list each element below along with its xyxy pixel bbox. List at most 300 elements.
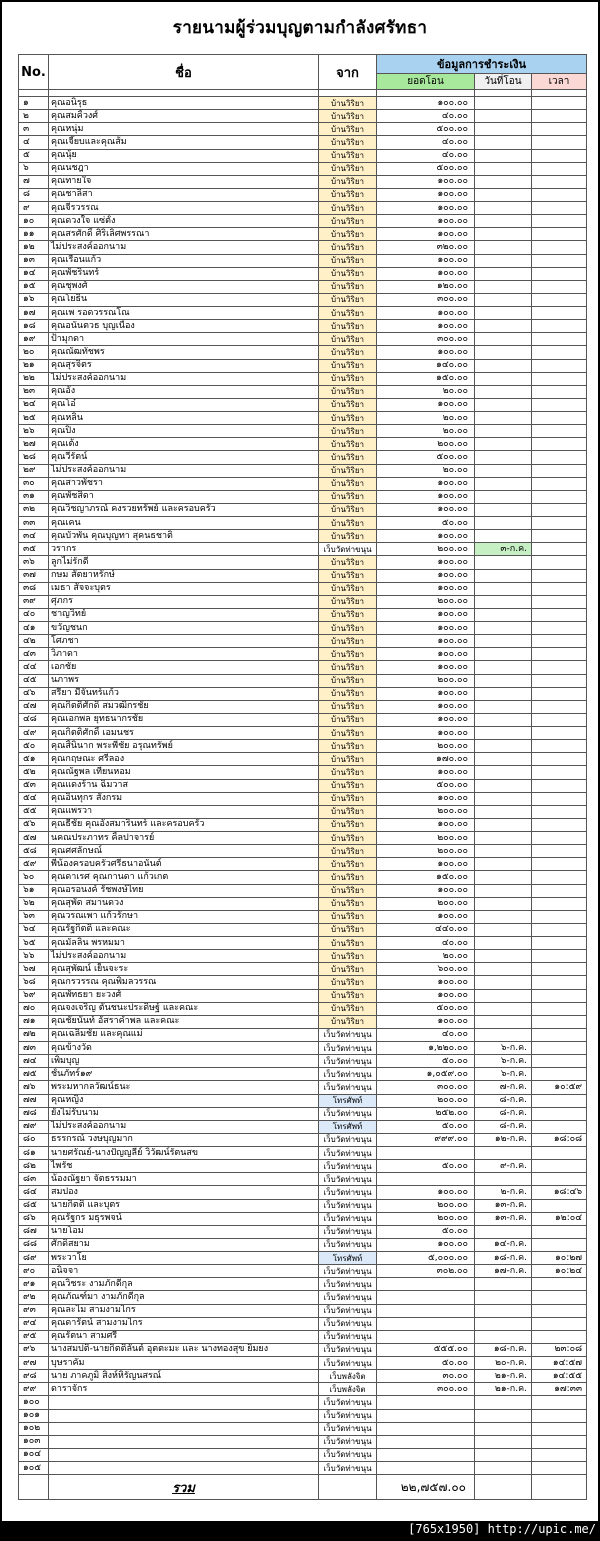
row-date [475,425,532,438]
row-from: เว็บวัดท่าขนุน [319,1422,377,1435]
row-number: ๙๔ [19,1317,49,1330]
row-from: บ้านวิริยา [319,923,377,936]
row-time: ๑๗:๓๓ [532,1383,587,1396]
row-name: สมปอง [49,1186,319,1199]
table-row [19,923,587,936]
row-number: ๘๙ [19,1252,49,1265]
table-row [19,766,587,779]
table-row [19,215,587,228]
table-row [19,897,587,910]
table-row [19,267,587,280]
row-date [475,1173,532,1186]
row-date: ๘-ก.ค. [475,1107,532,1120]
row-from: บ้านวิริยา [319,1002,377,1015]
row-time [532,1015,587,1028]
row-name: เอกชัย [49,661,319,674]
row-number: ๗๖ [19,1081,49,1094]
row-name: คุณเรือนแก้ว [49,254,319,267]
row-amount: ๕๐๐.๐๐ [377,779,475,792]
row-name: คุณณัฒทัชพร [49,346,319,359]
row-amount: ๔๐.๐๐ [377,937,475,950]
table-row [19,608,587,621]
row-amount: ๑๐๐.๐๐ [377,792,475,805]
row-date [475,1147,532,1160]
row-date [475,1435,532,1448]
row-date [475,937,532,950]
row-amount: ๑๐๐.๐๐ [377,582,475,595]
row-from: บ้านวิริยา [319,766,377,779]
row-number: ๒๓ [19,385,49,398]
row-date [475,805,532,818]
row-amount: ๑๐๐.๐๐ [377,188,475,201]
row-date [475,1291,532,1304]
row-date [475,674,532,687]
table-row [19,503,587,516]
row-amount: ๒๐๐.๐๐ [377,832,475,845]
row-amount: ๔๐.๐๐ [377,110,475,123]
row-time [532,1107,587,1120]
row-number: ๕๙ [19,858,49,871]
row-number: ๗๔ [19,1055,49,1068]
table-row [19,97,587,110]
row-date [475,727,532,740]
row-date: ๑๗-ก.ค. [475,1265,532,1278]
table-row [19,845,587,858]
row-from: บ้านวิริยา [319,713,377,726]
row-number: ๙๗ [19,1357,49,1370]
row-date: ๑๓-ก.ค. [475,1212,532,1225]
table-row [19,1357,587,1370]
row-amount [377,1317,475,1330]
table-row [19,1002,587,1015]
row-number: ๖๔ [19,923,49,936]
row-name: น้องณัฐยา จัตธรรมมา [49,1173,319,1186]
row-from: บ้านวิริยา [319,307,377,320]
row-number: ๗๗ [19,1094,49,1107]
row-amount: ๑๔๐.๐๐ [377,359,475,372]
row-name: ลูกไม่รักดี [49,556,319,569]
row-date [475,923,532,936]
row-name: คุณณัฐพล เทียนหอม [49,766,319,779]
row-name: คุณสุรจิตร [49,359,319,372]
row-number: ๒๗ [19,438,49,451]
row-from: บ้านวิริยา [319,792,377,805]
row-from: บ้านวิริยา [319,740,377,753]
row-from: บ้านวิริยา [319,110,377,123]
row-time [532,1199,587,1212]
row-number: ๕๗ [19,832,49,845]
table-row [19,871,587,884]
row-amount [377,1409,475,1422]
row-date: ๘-ก.ค. [475,1120,532,1133]
row-amount: ๑๐๐.๐๐ [377,254,475,267]
table-row [19,1055,587,1068]
row-amount: ๑๐๐.๐๐ [377,766,475,779]
row-date [475,700,532,713]
row-time: ๑๒:๐๔ [532,1212,587,1225]
row-date [475,622,532,635]
row-number: ๔๙ [19,727,49,740]
row-time [532,188,587,201]
row-from: บ้านวิริยา [319,136,377,149]
row-date [475,267,532,280]
row-number: ๖ [19,162,49,175]
row-amount: ๑๐๐.๐๐ [377,989,475,1002]
row-number: ๖๗ [19,963,49,976]
table-row [19,333,587,346]
row-number: ๗๕ [19,1068,49,1081]
row-number: ๕๒ [19,766,49,779]
table-row [19,293,587,306]
row-time [532,832,587,845]
table-row [19,398,587,411]
row-amount: ๒๐๐.๐๐ [377,1212,475,1225]
row-time [532,884,587,897]
row-number: ๗๘ [19,1107,49,1120]
row-number: ๕๖ [19,818,49,831]
row-number: ๘๐ [19,1133,49,1146]
table-row [19,989,587,1002]
row-name: คุณอัง [49,385,319,398]
row-from: บ้านวิริยา [319,556,377,569]
row-amount: ๑๒๐.๐๐ [377,280,475,293]
row-name: คุณโอ๋ [49,398,319,411]
table-row [19,1133,587,1146]
header-amount: ยอดโอน [377,74,475,90]
row-number: ๙๙ [19,1383,49,1396]
row-amount: ๑๐๐.๐๐ [377,687,475,700]
table-row [19,1015,587,1028]
header-time: เวลา [532,74,587,90]
row-from: บ้านวิริยา [319,346,377,359]
row-date: ๒๐-ก.ค. [475,1357,532,1370]
row-date [475,136,532,149]
table-row [19,1291,587,1304]
row-from: โทรศัพท์ [319,1120,377,1133]
table-row [19,937,587,950]
row-time [532,674,587,687]
row-number: ๙๐ [19,1265,49,1278]
header-row-top [19,55,587,74]
table-row [19,595,587,608]
row-time [532,897,587,910]
row-from: บ้านวิริยา [319,858,377,871]
row-time [532,320,587,333]
row-from: เว็บวัดท่าขนุน [319,1042,377,1055]
row-date [475,792,532,805]
row-name: ธรรกรณ์ วงษบุญมาก [49,1133,319,1146]
row-name: ชาญวิทย์ [49,608,319,621]
table-row [19,1120,587,1133]
table-row [19,307,587,320]
row-number: ๙๕ [19,1330,49,1343]
row-amount: ๒๐๐.๐๐ [377,1094,475,1107]
table-row [19,740,587,753]
row-number: ๕๓ [19,779,49,792]
row-name: คุณหนุ่ม [49,123,319,136]
row-amount: ๔๐.๐๐ [377,149,475,162]
row-from: เว็บวัดท่าขนุน [319,1435,377,1448]
row-amount: ๒๐๐.๐๐ [377,674,475,687]
row-from: บ้านวิริยา [319,490,377,503]
row-time [532,910,587,923]
row-time [532,1317,587,1330]
row-number: ๑ [19,97,49,110]
row-time [532,858,587,871]
row-from: เว็บวัดท่าขนุน [319,1278,377,1291]
row-number: ๘๔ [19,1186,49,1199]
row-number: ๓๗ [19,569,49,582]
row-amount: ๒๐.๐๐ [377,950,475,963]
row-date [475,451,532,464]
row-amount: ๒๐.๐๐ [377,412,475,425]
row-from: บ้านวิริยา [319,727,377,740]
row-amount: ๒๐.๐๐ [377,385,475,398]
row-time [532,254,587,267]
row-amount: ๑๐๐.๐๐ [377,713,475,726]
row-name: คุณสุพัฒน์ เย็นจะระ [49,963,319,976]
row-from: เว็บวัดท่าขนุน [319,1357,377,1370]
row-name: คุณสรศักดิ์ ศิริเลิศพรรณา [49,228,319,241]
row-amount: ๑๐๐.๐๐ [377,398,475,411]
row-name: นคณประภาทร คิ้ลปาจารย์ [49,832,319,845]
header-no: No. [19,55,49,90]
row-amount: ๑,๒๒๐.๐๐ [377,1042,475,1055]
row-name: คุณปิง [49,425,319,438]
row-number: ๗ [19,175,49,188]
row-time [532,1160,587,1173]
row-name: คุณเคน [49,517,319,530]
row-time [532,805,587,818]
row-from: เว็บวัดท่าขนุน [319,1225,377,1238]
row-time [532,766,587,779]
row-time [532,517,587,530]
row-number: ๑๐๔ [19,1448,49,1461]
row-amount: ๒๐๐.๐๐ [377,805,475,818]
row-amount: ๑๐๐.๐๐ [377,202,475,215]
row-time [532,871,587,884]
row-number: ๔๔ [19,661,49,674]
row-number: ๖๖ [19,950,49,963]
row-from: บ้านวิริยา [319,950,377,963]
row-time [532,425,587,438]
row-time [532,950,587,963]
row-name: คุณดวงใจ แซ่ตั้ง [49,215,319,228]
row-name: นายโอม [49,1225,319,1238]
row-time [532,635,587,648]
row-name: คุณข้างวัด [49,1042,319,1055]
row-number: ๖๕ [19,937,49,950]
row-from: บ้านวิริยา [319,254,377,267]
table-row [19,490,587,503]
row-number: ๑๓ [19,254,49,267]
row-time [532,608,587,621]
row-name: คุณกฤษณะ ศรีลอง [49,753,319,766]
row-from: บ้านวิริยา [319,477,377,490]
table-row [19,1068,587,1081]
row-date [475,530,532,543]
row-time [532,556,587,569]
row-number: ๒๘ [19,451,49,464]
row-date [475,1396,532,1409]
row-date: ๖-ก.ค. [475,1068,532,1081]
table-row [19,1094,587,1107]
row-name: คุณชุพงศ์ [49,280,319,293]
row-amount: ๓๐๐.๐๐ [377,333,475,346]
row-time [532,97,587,110]
row-from: บ้านวิริยา [319,503,377,516]
row-number: ๘๓ [19,1173,49,1186]
table-row [19,727,587,740]
row-time [532,412,587,425]
row-time [532,1094,587,1107]
table-row [19,385,587,398]
row-name: ดาราจักร [49,1383,319,1396]
total-value: ๒๒,๗๕๗.๐๐ [377,1475,475,1500]
row-date [475,582,532,595]
row-from: บ้านวิริยา [319,674,377,687]
table-row [19,556,587,569]
table-row [19,1462,587,1475]
table-row [19,438,587,451]
table-row [19,1238,587,1251]
row-name: คุณพัชรินทร์ [49,267,319,280]
row-from: บ้านวิริยา [319,241,377,254]
row-time [532,727,587,740]
row-from: เว็บวัดท่าขนุน [319,1186,377,1199]
row-date [475,963,532,976]
row-number: ๙๓ [19,1304,49,1317]
row-number: ๗๒ [19,1028,49,1041]
row-amount: ๓๐๐.๐๐ [377,293,475,306]
row-number: ๓๖ [19,556,49,569]
row-date [475,766,532,779]
row-name: คุณพัชสิดา [49,490,319,503]
row-name: คุณเพ รอดวรรณโณ [49,307,319,320]
row-number: ๒๔ [19,398,49,411]
row-name: คุณดารัตน์ สามงามไกร [49,1317,319,1330]
header-payment-info: ข้อมูลการชำระเงิน [377,55,587,74]
row-time [532,1291,587,1304]
row-from: บ้านวิริยา [319,832,377,845]
row-time [532,503,587,516]
row-name: นางสมปติ-นายกิตติลันต์ อุตตะมะ และ นางทองสุข ยิ้มยง [49,1343,319,1356]
row-from: บ้านวิริยา [319,805,377,818]
row-time: ๑๔:๕๕ [532,1370,587,1383]
row-time [532,1304,587,1317]
row-time [532,1422,587,1435]
table-row [19,280,587,293]
row-number: ๘ [19,188,49,201]
row-name: พระมหากลวัฒน์ธนะ [49,1081,319,1094]
row-time [532,202,587,215]
row-time [532,582,587,595]
row-number: ๙๘ [19,1370,49,1383]
row-from: เว็บวัดท่าขนุน [319,1462,377,1475]
row-number: ๗๐ [19,1002,49,1015]
row-name: คุณพัทธยา ยะวงศ์ [49,989,319,1002]
table-row [19,1278,587,1291]
row-amount: ๒๐.๐๐ [377,425,475,438]
row-number: ๙ [19,202,49,215]
table-row [19,412,587,425]
row-time [532,530,587,543]
row-number: ๓๙ [19,595,49,608]
row-date [475,1278,532,1291]
table-row [19,661,587,674]
row-number: ๔๖ [19,687,49,700]
row-number: ๓๘ [19,582,49,595]
row-from: บ้านวิริยา [319,622,377,635]
row-number: ๓๒ [19,503,49,516]
row-from: เว็บวัดท่าขนุน [319,1081,377,1094]
row-time [532,162,587,175]
row-date [475,1304,532,1317]
row-from: เว็บวัดท่าขนุน [319,1212,377,1225]
table-row [19,753,587,766]
total-row [19,1475,587,1500]
row-name: คุณธีชัย คุณอังสมารินทร์ และครอบครัว [49,818,319,831]
row-time [532,451,587,464]
row-from: เว็บวัดท่าขนุน [319,1160,377,1173]
row-date: ๑๓-ก.ค. [475,1199,532,1212]
table-row [19,910,587,923]
row-time [532,989,587,1002]
row-amount: ๑๐๐.๐๐ [377,661,475,674]
row-amount: ๒๐๐.๐๐ [377,845,475,858]
row-amount [377,1462,475,1475]
row-amount: ๕๐.๐๐ [377,1225,475,1238]
row-amount [377,1173,475,1186]
row-amount: ๕๐.๐๐ [377,517,475,530]
row-date: ๙-ก.ค. [475,1160,532,1173]
row-amount: ๒๐๐.๐๐ [377,1199,475,1212]
row-amount: ๑๐๐.๐๐ [377,97,475,110]
table-row [19,162,587,175]
row-name: คุณเฉลิมชัย และคุณแม่ [49,1028,319,1041]
row-number: ๖๒ [19,897,49,910]
row-date [475,740,532,753]
row-from: บ้านวิริยา [319,582,377,595]
row-amount: ๙๙๙.๐๐ [377,1133,475,1146]
row-name: คุณทายใจ [49,175,319,188]
row-time [532,1448,587,1461]
table-row [19,569,587,582]
row-amount: ๓๒๐.๐๐ [377,241,475,254]
row-time [532,661,587,674]
table-row [19,372,587,385]
table-row [19,530,587,543]
row-from: เว็บวัดท่าขนุน [319,1028,377,1041]
watermark-text: [765x1950] http://upic.me/ [408,1522,596,1536]
row-number: ๒ [19,110,49,123]
row-time [532,648,587,661]
row-from: เว็บวัดท่าขนุน [319,1409,377,1422]
row-name: คุณสมคิ้วงศ์ [49,110,319,123]
row-name: ศุภกร [49,595,319,608]
row-date [475,123,532,136]
row-date [475,713,532,726]
row-number: ๙๖ [19,1343,49,1356]
row-date [475,608,532,621]
row-amount [377,1396,475,1409]
row-from: บ้านวิริยา [319,372,377,385]
row-amount: ๑๐๐.๐๐ [377,635,475,648]
row-date [475,976,532,989]
row-name: นภาพร [49,674,319,687]
row-amount: ๔๐.๐๐ [377,1028,475,1041]
table-row [19,464,587,477]
